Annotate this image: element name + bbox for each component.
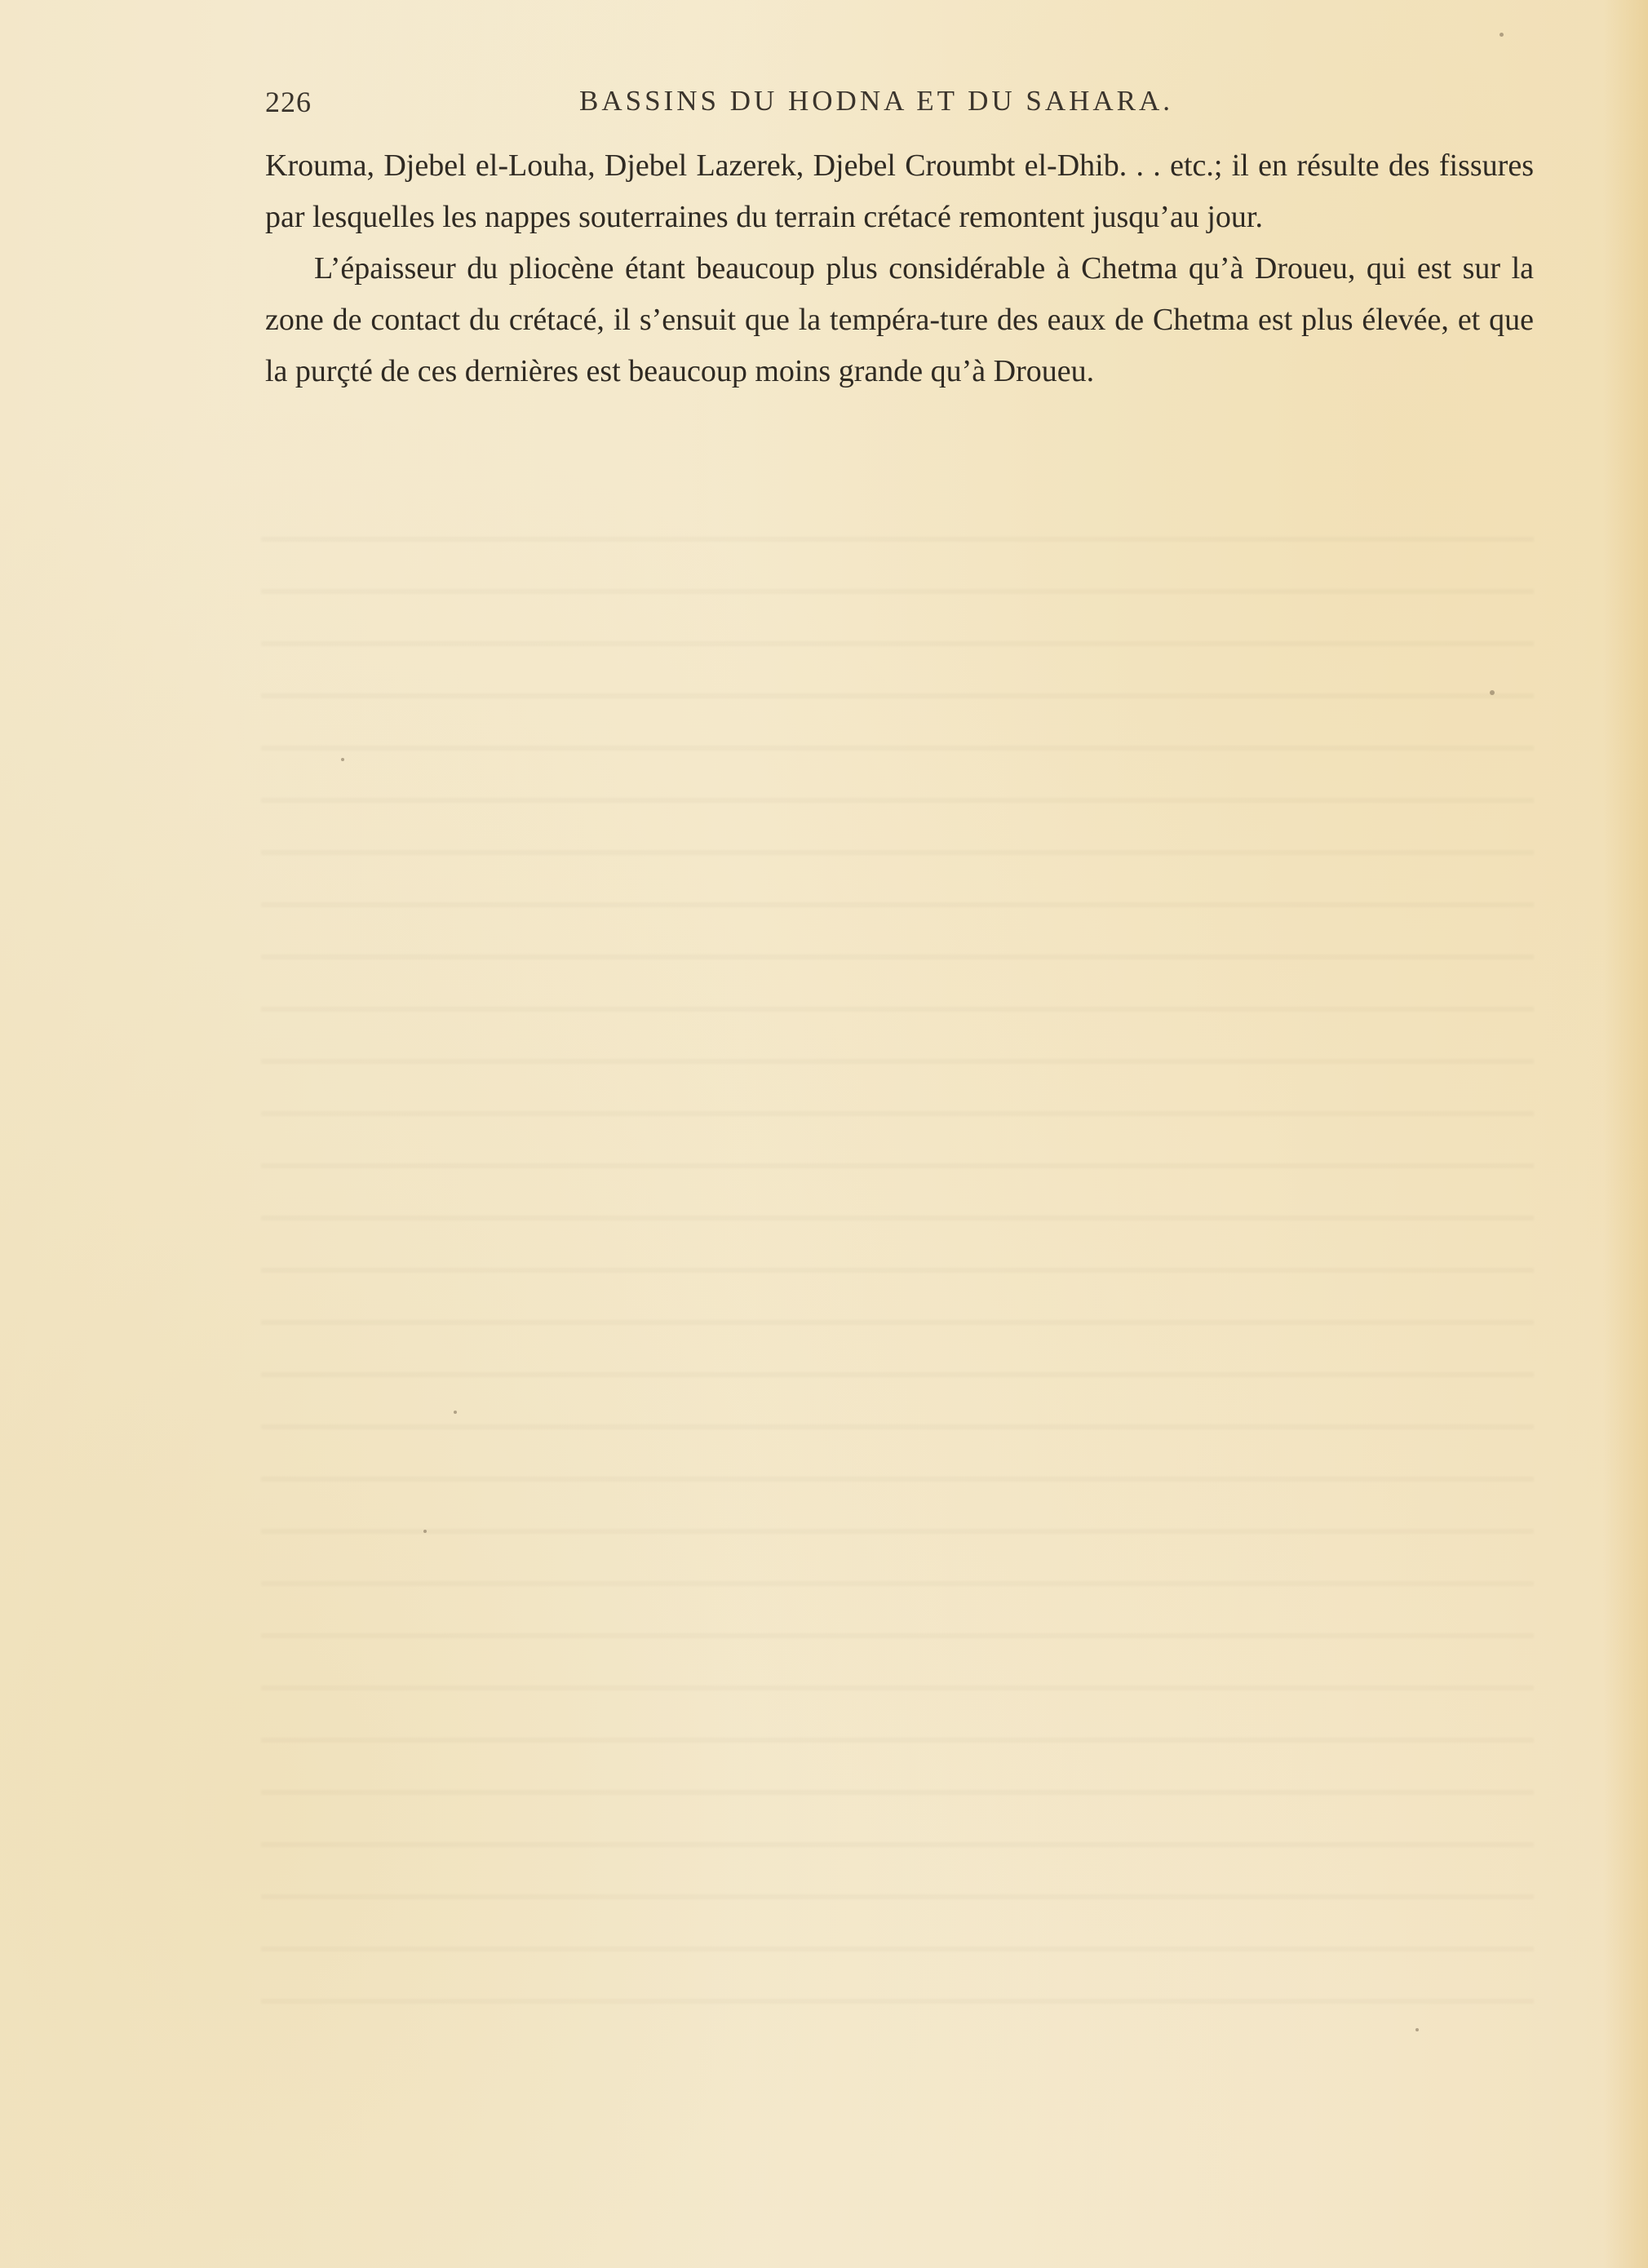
paragraph-2: L’épaisseur du pliocène étant beaucoup plus considérable à Chetma qu’à Droueu, qui est sur la zone de contact du crétacé, il s’ensuit que la tempéra-ture des eaux de Chetma est plus élevée, et que la purçté de ces dernières est beaucoup moins grande qu’à Droueu. (265, 251, 1534, 388)
running-head: BASSINS DU HODNA ET DU SAHARA. (579, 85, 1174, 117)
paper-speck (423, 1530, 427, 1533)
paragraph-1: Krouma, Djebel el-Louha, Djebel Lazerek, Djebel Croumbt el-Dhib. . . etc.; il en résulte des fissures par lesquelles les nappes souterraines du terrain crétacé remontent jusqu’au jour. (265, 148, 1534, 234)
page-edge-shading (1603, 0, 1648, 2268)
paper-speck (1490, 690, 1495, 695)
page-header (265, 85, 1538, 134)
paper-speck (454, 1411, 457, 1414)
paper-speck (341, 758, 344, 761)
paper-speck (1500, 33, 1504, 37)
body-text (265, 140, 1534, 397)
paper-speck (1415, 2028, 1419, 2031)
page-number: 226 (265, 86, 312, 118)
bleed-through-texture (261, 506, 1534, 2015)
